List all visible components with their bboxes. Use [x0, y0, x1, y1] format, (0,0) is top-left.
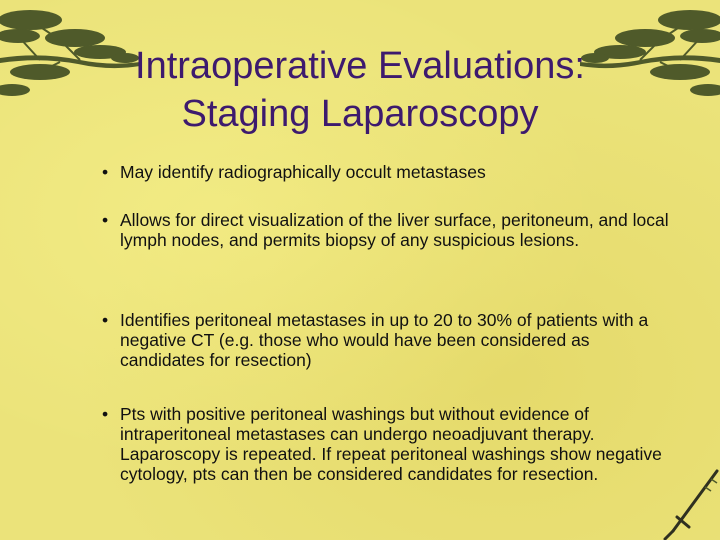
- slide-title-line-2: Staging Laparoscopy: [181, 93, 539, 135]
- bullet-marker: •: [102, 210, 109, 230]
- bullet-item: [102, 162, 486, 182]
- bullet-item: [102, 404, 672, 484]
- slide-title-line-1: Intraoperative Evaluations:: [135, 45, 585, 87]
- bullet-marker: •: [102, 162, 109, 182]
- bullet-marker: •: [102, 404, 109, 424]
- bullet-item: [102, 310, 672, 370]
- bullet-text: Pts with positive peritoneal washings but without evidence of intraperitoneal metastases can undergo neoadjuvant therapy. Laparoscopy is repeated. If repeat peritoneal washings show negative cytology, pts can then be considered candidates for resection.: [120, 404, 662, 484]
- slide-title: [60, 42, 660, 138]
- bullet-text: Identifies peritoneal metastases in up to 20 to 30% of patients with a negative CT (e.g. those who would have been considered as candidates for resection): [120, 310, 649, 370]
- bullet-item: [102, 210, 672, 250]
- bullet-text: Allows for direct visualization of the liver surface, peritoneum, and local lymph nodes, and permits biopsy of any suspicious lesions.: [120, 210, 669, 250]
- bullet-marker: •: [102, 310, 109, 330]
- bullet-text: May identify radiographically occult metastases: [120, 162, 486, 182]
